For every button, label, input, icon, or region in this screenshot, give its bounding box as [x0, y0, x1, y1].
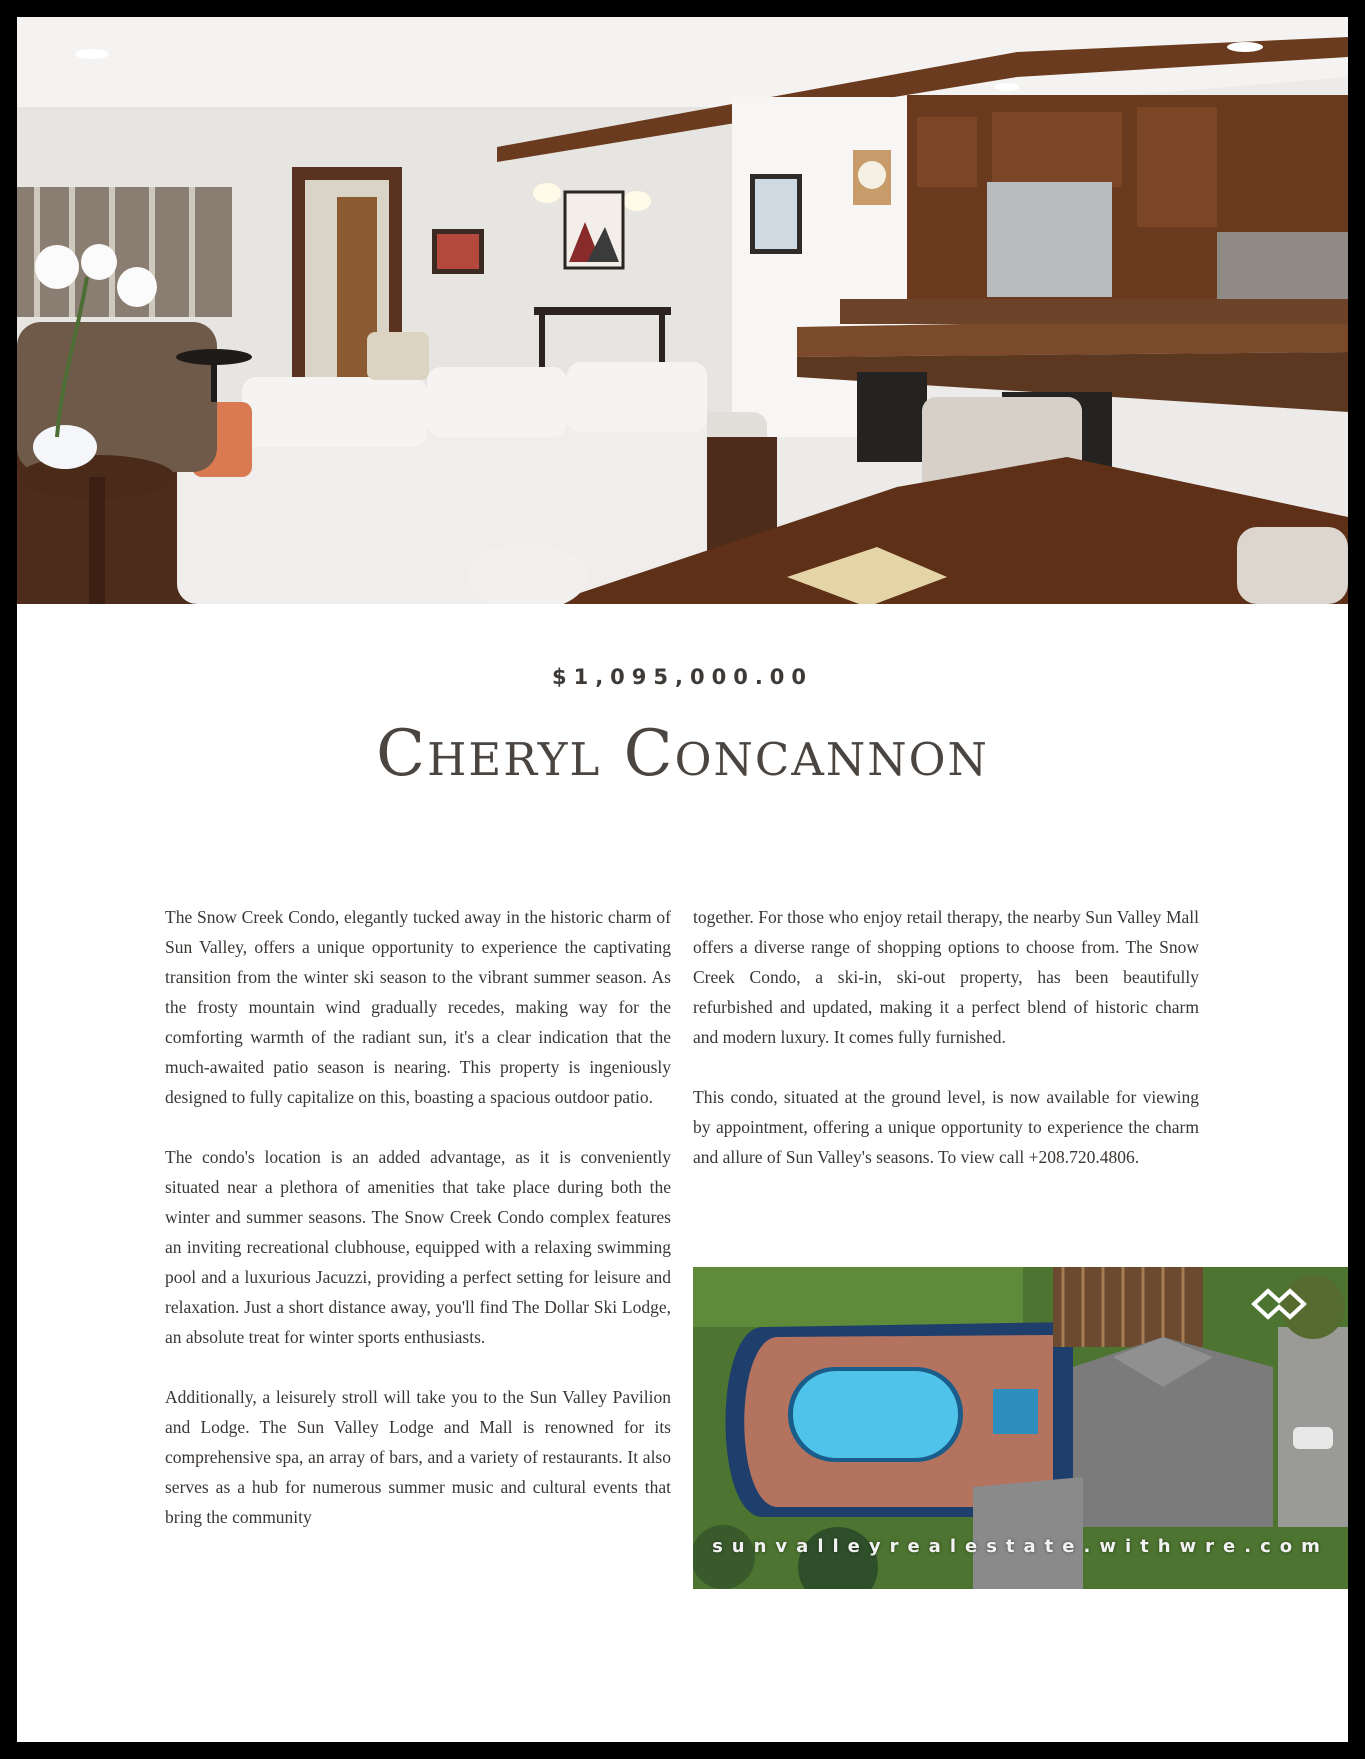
listing-price: $1,095,000.00 — [551, 665, 814, 689]
description-paragraph: The condo's location is an added advantage, as it is conveniently situated near a plethora of amenities that take place during both the winter and summer seasons. The Snow Creek Condo complex features an inviting recreational clubhouse, equipped with a relaxing swimming pool and a luxurious Jacuzzi, providing a perfect setting for leisure and relaxation. Just a short distance away, you'll find The Dollar Ski Lodge, an absolute treat for winter sports enthusiasts. — [165, 1147, 671, 1347]
website-watermark: sunvalleyrealestate.withwre.com — [712, 1536, 1329, 1557]
description-left-column — [165, 902, 671, 1562]
description-paragraph: together. For those who enjoy retail therapy, the nearby Sun Valley Mall offers a diverse range of shopping options to choose from. The Snow Creek Condo, a ski-in, ski-out property, has been beautifully refurbished and updated, making it a perfect blend of historic charm and modern luxury. It comes fully furnished. — [693, 907, 1199, 1047]
description-right-column — [693, 902, 1199, 1202]
agent-name: Cheryl Concannon — [376, 717, 989, 791]
description-paragraph: The Snow Creek Condo, elegantly tucked away in the historic charm of Sun Valley, offers a unique opportunity to experience the captivating transition from the winter ski season to the vibrant summer season. As the frosty mountain wind gradually recedes, making way for the comforting warmth of the radiant sun, it's a clear indication that the much-awaited patio season is nearing. This property is ingeniously designed to fully capitalize on this, boasting a spacious outdoor patio. — [165, 907, 671, 1107]
description-paragraph: Additionally, a leisurely stroll will take you to the Sun Valley Pavilion and Lodge. The Sun Valley Lodge and Mall is renowned for its comprehensive spa, an array of bars, and a variety of restaurants. It also serves as a hub for numerous summer music and cultural events that bring the community — [165, 1387, 671, 1527]
listing-page — [17, 17, 1348, 1742]
description-paragraph: This condo, situated at the ground level, is now available for viewing by appointment, offering a unique opportunity to experience the charm and allure of Sun Valley's seasons. To view call +208.720.4806. — [693, 1087, 1199, 1167]
living-room-photo — [17, 17, 1348, 604]
brand-logo-icon — [1250, 1287, 1308, 1321]
aerial-pool-photo — [693, 1267, 1348, 1589]
